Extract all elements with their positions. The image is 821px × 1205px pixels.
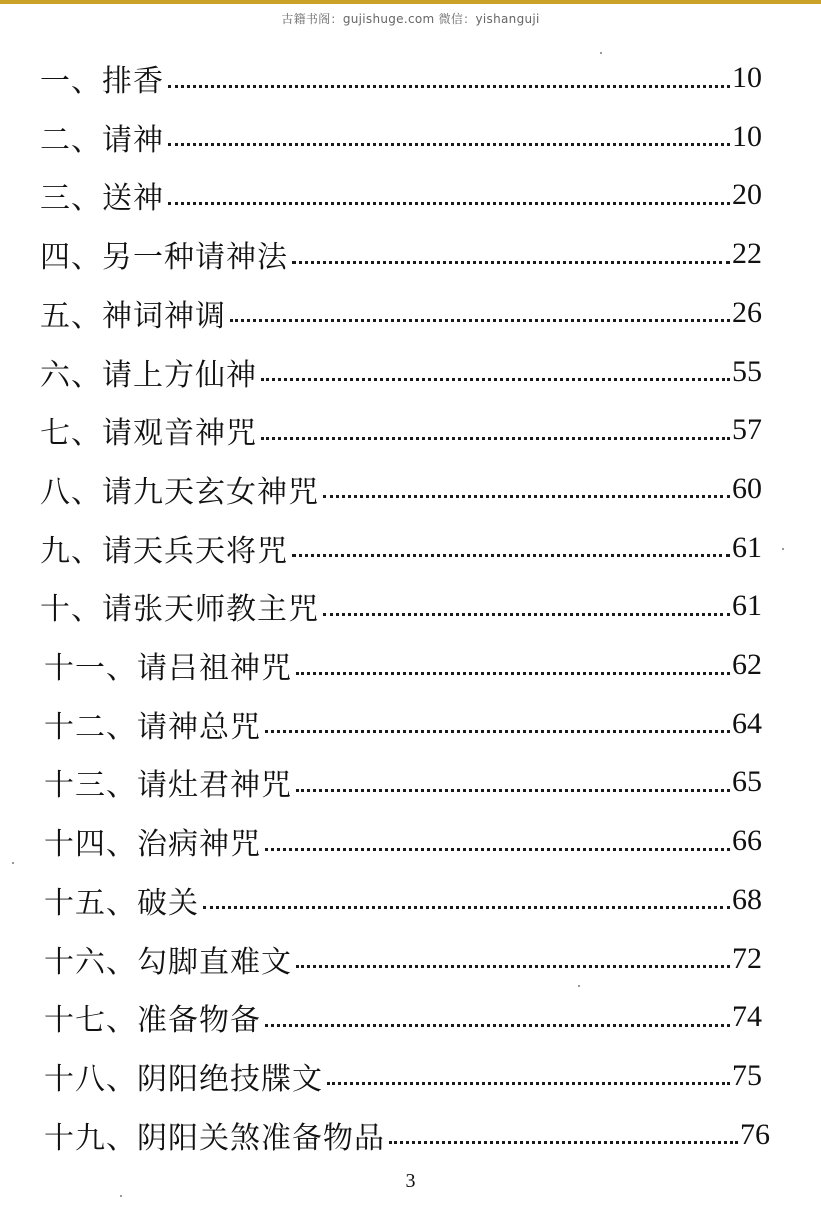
toc-entry	[44, 878, 762, 922]
toc-entry	[44, 643, 762, 687]
toc-dot-leader	[296, 965, 730, 968]
toc-dot-leader	[168, 85, 730, 88]
toc-entry-page: 57	[732, 413, 762, 447]
toc-entry	[40, 350, 762, 394]
toc-dot-leader	[265, 1024, 730, 1027]
toc-dot-leader	[296, 672, 730, 675]
toc-entry-title: 六、请上方仙神	[40, 357, 257, 393]
toc-entry-title: 十八、阴阳绝技牒文	[44, 1061, 323, 1097]
toc-entry	[40, 173, 762, 217]
toc-entry	[40, 467, 762, 511]
toc-dot-leader	[296, 789, 730, 792]
toc-entry-title: 一、排香	[40, 64, 164, 99]
toc-entry-title: 十二、请神总咒	[44, 709, 261, 745]
toc-entry	[40, 526, 762, 570]
toc-entry-page: 66	[732, 824, 762, 858]
toc-dot-leader	[265, 848, 730, 851]
toc-dot-leader	[230, 319, 730, 322]
toc-entry-page: 72	[732, 941, 762, 975]
toc-entry-title: 五、神词神调	[40, 298, 226, 334]
scan-speck	[600, 52, 602, 54]
toc-entry-page: 22	[732, 237, 762, 271]
scan-speck	[12, 862, 14, 864]
toc-entry-title: 四、另一种请神法	[40, 240, 288, 276]
toc-entry-title: 九、请天兵天将咒	[40, 533, 288, 569]
toc-entry-page: 61	[732, 530, 762, 564]
toc-entry-page: 62	[732, 648, 762, 681]
toc-dot-leader	[261, 378, 730, 381]
toc-entry-title: 十、请张天师教主咒	[40, 592, 319, 628]
toc-dot-leader	[261, 437, 730, 440]
toc-entry	[40, 56, 762, 100]
toc-entry-page: 20	[732, 178, 762, 212]
toc-entry-page: 55	[732, 354, 762, 388]
toc-entry	[40, 584, 762, 628]
toc-entry-page: 76	[740, 1117, 770, 1151]
toc-entry	[40, 291, 762, 335]
toc-entry-page: 60	[732, 471, 762, 505]
toc-entry-page: 65	[732, 765, 762, 799]
toc-entry-page: 64	[732, 706, 762, 740]
toc-entry-title: 七、请观音神咒	[40, 416, 257, 452]
scan-speck	[578, 985, 580, 987]
toc-entry	[44, 702, 762, 746]
toc-entry	[44, 1054, 762, 1098]
toc-dot-leader	[292, 554, 730, 557]
toc-dot-leader	[168, 202, 730, 205]
toc-entry-page: 75	[732, 1058, 762, 1092]
toc-entry-page: 10	[732, 61, 762, 94]
page-number: 3	[405, 1170, 416, 1192]
toc-dot-leader	[327, 1082, 730, 1085]
toc-dot-leader	[168, 143, 730, 146]
toc-dot-leader	[323, 613, 730, 616]
toc-entry	[40, 408, 762, 452]
toc-dot-leader	[389, 1141, 738, 1144]
toc-entry-page: 74	[732, 1000, 762, 1034]
toc-entry-title: 二、请神	[40, 122, 164, 158]
toc-entry-title: 八、请九天玄女神咒	[40, 474, 319, 510]
toc-entry-page: 68	[732, 882, 762, 916]
toc-entry	[40, 232, 762, 276]
toc-entry-page: 26	[732, 295, 762, 329]
toc-entry-title: 十三、请灶君神咒	[44, 768, 292, 804]
toc-entry-page: 61	[732, 589, 762, 623]
scan-speck	[782, 548, 784, 550]
toc-entry	[40, 115, 762, 159]
toc-dot-leader	[265, 730, 730, 733]
toc-dot-leader	[203, 906, 730, 909]
toc-entry-title: 十七、准备物备	[44, 1003, 261, 1039]
toc-entry	[44, 1113, 770, 1157]
toc-dot-leader	[323, 495, 730, 498]
toc-entry-title: 十一、请吕祖神咒	[44, 651, 292, 686]
toc-entry	[44, 995, 762, 1039]
toc-entry	[44, 819, 762, 863]
toc-entry-title: 十五、破关	[44, 885, 199, 921]
toc-dot-leader	[292, 261, 730, 264]
watermark-header: 古籍书阁：gujishuge.com 微信：yishanguji	[281, 12, 540, 26]
toc-entry-page: 10	[732, 119, 762, 153]
toc-entry-title: 十四、治病神咒	[44, 827, 261, 863]
toc-entry-title: 三、送神	[40, 181, 164, 217]
toc-entry	[44, 760, 762, 804]
toc-entry	[44, 937, 762, 981]
toc-entry-title: 十六、勾脚直难文	[44, 944, 292, 980]
toc-entry-title: 十九、阴阳关煞准备物品	[44, 1120, 385, 1156]
scan-speck	[120, 1195, 122, 1197]
